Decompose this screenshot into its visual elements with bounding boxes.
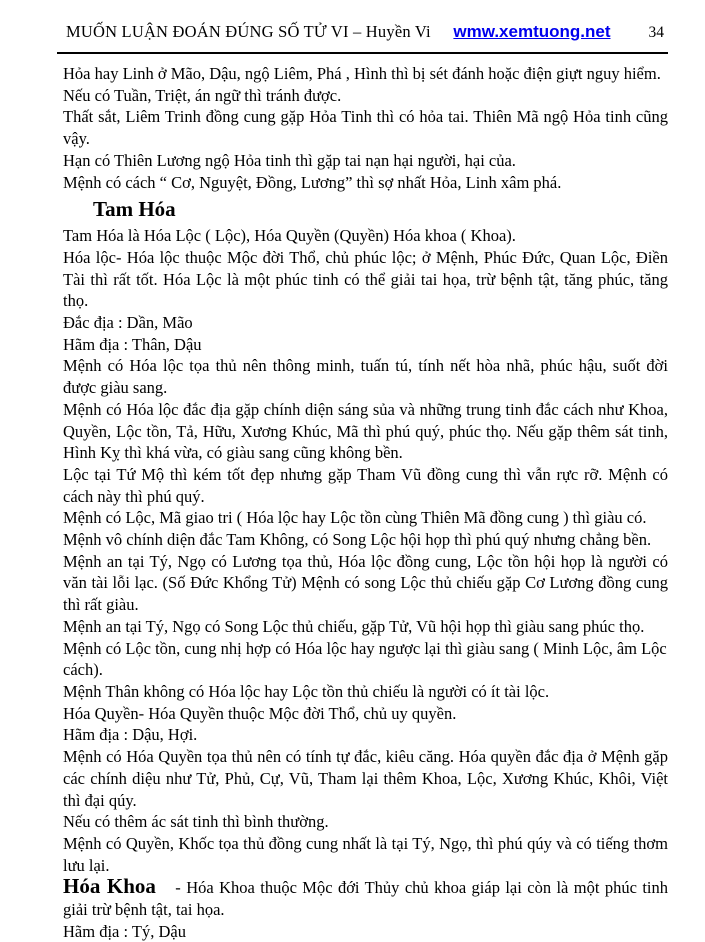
document-title: MUỐN LUẬN ĐOÁN ĐÚNG SỐ TỬ VI – Huyền Vi	[66, 22, 431, 41]
header-divider	[57, 52, 668, 54]
paragraph: Mệnh có Hóa Quyền tọa thủ nên có tính tự đắc, kiêu căng. Hóa quyền đắc địa ở Mệnh gặp các chính diệu như Tử, Phủ, Cự, Vũ, Tham lại thêm Khoa, Lộc, Xương Khúc, Khôi, Việt thì đại qúy.	[63, 747, 668, 810]
ham-dia-label: Hãm địa : Tý, Dậu	[63, 921, 186, 941]
website-link[interactable]: wmw.xemtuong.net	[453, 22, 611, 41]
paragraph: Hóa Quyền- Hóa Quyền thuộc Mộc đời Thổ, chủ uy quyền.	[63, 703, 457, 723]
paragraph-text: - Hóa Khoa thuộc Mộc đới Thủy chủ khoa giáp lại còn là một phúc tinh giải trừ bệnh tật, tai họa.	[63, 878, 669, 920]
paragraph: Mệnh an tại Tý, Ngọ có Song Lộc thủ chiếu, gặp Tử, Vũ hội họp thì giàu sang phúc thọ.	[63, 616, 645, 636]
section-heading-tam-hoa: Tam Hóa	[93, 197, 176, 222]
paragraph: Mệnh có Lộc, Mã giao tri ( Hóa lộc hay Lộc tồn cùng Thiên Mã đồng cung ) thì giàu có.	[63, 508, 647, 528]
paragraph: Mệnh có cách “ Cơ, Nguyệt, Đồng, Lương” thì sợ nhất Hỏa, Linh xâm phá.	[63, 172, 562, 192]
paragraph: Nếu có Tuần, Triệt, án ngữ thì tránh được.	[63, 85, 342, 105]
dac-dia-label: Đắc địa : Dần, Mão	[63, 313, 193, 333]
paragraph: Mệnh có Quyền, Khốc tọa thủ đồng cung nhất là tại Tý, Ngọ, thì phú qúy và có tiếng thơm lưu lại.	[63, 833, 668, 875]
paragraph: Mệnh Thân không có Hóa lộc hay Lộc tồn thủ chiếu là người có ít tài lộc.	[63, 681, 550, 701]
ham-dia-label: Hãm địa : Thân, Dậu	[63, 334, 202, 354]
page-header	[57, 18, 668, 42]
paragraph: Tam Hóa là Hóa Lộc ( Lộc), Hóa Quyền (Quyền) Hóa khoa ( Khoa).	[63, 226, 516, 246]
paragraph: Mệnh có Hóa lộc đắc địa gặp chính diện sáng sủa và những trung tinh đắc cách như Khoa, Quyền, Lộc tồn, Tả, Hữu, Xương Khúc, Mã thì phú quý, phúc thọ. Nếu gặp thêm sát tinh, Hình Kỵ thì khá vừa, có giàu sang cũng không bền.	[63, 399, 668, 463]
paragraph: Lộc tại Tứ Mộ thì kém tốt đẹp nhưng gặp Tham Vũ đồng cung thì vẫn rực rỡ. Mệnh có cách này thì phú quý.	[63, 464, 668, 506]
paragraph: Hỏa hay Linh ở Mão, Dậu, ngộ Liêm, Phá , Hình thì bị sét đánh hoặc điện giựt nguy hiểm.	[63, 64, 661, 83]
paragraph: Thất sắt, Liêm Trinh đồng cung gặp Hỏa Tinh thì có hỏa tai. Thiên Mã ngộ Hỏa tinh cũng vậy.	[63, 107, 668, 149]
document-body	[57, 63, 668, 942]
paragraph: Nếu có thêm ác sát tinh thì bình thường.	[63, 812, 329, 832]
page-number: 34	[648, 24, 664, 41]
paragraph: Mệnh vô chính diện đắc Tam Không, có Song Lộc hội họp thì phú quý nhưng chẳng bền.	[63, 530, 652, 550]
section-heading-hoa-khoa: Hóa Khoa	[63, 874, 156, 899]
paragraph: Hạn có Thiên Lương ngộ Hỏa tinh thì gặp tai nạn hại người, hại của.	[63, 150, 516, 170]
paragraph	[63, 876, 668, 920]
paragraph: Hóa lộc- Hóa lộc thuộc Mộc đời Thổ, chủ phúc lộc; ở Mệnh, Phúc Đức, Quan Lộc, Điền Tài thì rất tốt. Hóa Lộc là một phúc tinh có thể giải tai họa, trừ bệnh tật, tăng phúc, tăng thọ.	[63, 247, 668, 311]
ham-dia-label: Hãm địa : Dậu, Hợi.	[63, 725, 198, 745]
paragraph: Mệnh an tại Tý, Ngọ có Lương tọa thủ, Hóa lộc đồng cung, Lộc tồn hội họp là người có văn tài lỗi lạc. (Số Đức Khổng Tử) Mệnh có song Lộc thủ chiếu gặp Cơ Lương đồng cung thì rất giàu.	[63, 551, 668, 615]
paragraph: Mệnh có Hóa lộc tọa thủ nên thông minh, tuấn tú, tính nết hòa nhã, phúc hậu, suốt đời được giàu sang.	[63, 356, 668, 398]
paragraph: Mệnh có Lộc tồn, cung nhị hợp có Hóa lộc hay ngược lại thì giàu sang ( Minh Lộc, âm Lộc cách).	[63, 638, 667, 680]
